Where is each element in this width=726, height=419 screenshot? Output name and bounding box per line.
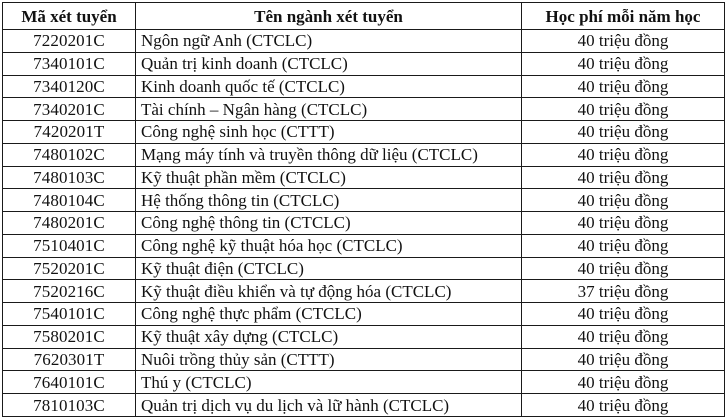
table-row <box>3 257 725 280</box>
tuition-fee-cell: 40 triệu đồng <box>522 189 725 212</box>
admission-code-cell: 7480201C <box>3 212 136 235</box>
tuition-fee-cell: 40 triệu đồng <box>522 98 725 121</box>
major-name-cell: Quản trị dịch vụ du lịch và lữ hành (CTCLC) <box>136 394 522 417</box>
tuition-fee-cell: 40 triệu đồng <box>522 394 725 417</box>
major-name-cell: Công nghệ thông tin (CTCLC) <box>136 212 522 235</box>
admission-code-cell: 7810103C <box>3 394 136 417</box>
tuition-fee-cell: 37 triệu đồng <box>522 280 725 303</box>
table-row <box>3 234 725 257</box>
tuition-fee-cell: 40 triệu đồng <box>522 143 725 166</box>
major-name-cell: Kỹ thuật xây dựng (CTCLC) <box>136 325 522 348</box>
table-row <box>3 348 725 371</box>
tuition-fee-cell: 40 triệu đồng <box>522 212 725 235</box>
major-name-cell: Quản trị kinh doanh (CTCLC) <box>136 52 522 75</box>
table-row <box>3 371 725 394</box>
table-row <box>3 212 725 235</box>
major-name-cell: Công nghệ kỹ thuật hóa học (CTCLC) <box>136 234 522 257</box>
major-name-cell: Ngôn ngữ Anh (CTCLC) <box>136 30 522 53</box>
admission-code-cell: 7480104C <box>3 189 136 212</box>
major-name-cell: Kỹ thuật phần mềm (CTCLC) <box>136 166 522 189</box>
table-row <box>3 75 725 98</box>
table-row <box>3 52 725 75</box>
tuition-table <box>2 2 725 417</box>
admission-code-cell: 7480103C <box>3 166 136 189</box>
table-row <box>3 98 725 121</box>
tuition-fee-cell: 40 triệu đồng <box>522 348 725 371</box>
header-admission-code: Mã xét tuyển <box>3 3 136 30</box>
major-name-cell: Kỹ thuật điện (CTCLC) <box>136 257 522 280</box>
major-name-cell: Tài chính – Ngân hàng (CTCLC) <box>136 98 522 121</box>
major-name-cell: Kỹ thuật điều khiển và tự động hóa (CTCLC) <box>136 280 522 303</box>
admission-code-cell: 7620301T <box>3 348 136 371</box>
tuition-fee-cell: 40 triệu đồng <box>522 30 725 53</box>
table-row <box>3 30 725 53</box>
table-row <box>3 280 725 303</box>
admission-code-cell: 7340101C <box>3 52 136 75</box>
admission-code-cell: 7520201C <box>3 257 136 280</box>
table-row <box>3 189 725 212</box>
table-row <box>3 394 725 417</box>
tuition-table-container <box>2 2 724 417</box>
major-name-cell: Mạng máy tính và truyền thông dữ liệu (CTCLC) <box>136 143 522 166</box>
admission-code-cell: 7580201C <box>3 325 136 348</box>
table-body <box>3 30 725 417</box>
tuition-fee-cell: 40 triệu đồng <box>522 52 725 75</box>
tuition-fee-cell: 40 triệu đồng <box>522 121 725 144</box>
admission-code-cell: 7540101C <box>3 303 136 326</box>
tuition-fee-cell: 40 triệu đồng <box>522 166 725 189</box>
admission-code-cell: 7420201T <box>3 121 136 144</box>
major-name-cell: Thú y (CTCLC) <box>136 371 522 394</box>
major-name-cell: Kinh doanh quốc tế (CTCLC) <box>136 75 522 98</box>
table-row <box>3 166 725 189</box>
table-row <box>3 303 725 326</box>
tuition-fee-cell: 40 triệu đồng <box>522 75 725 98</box>
admission-code-cell: 7340120C <box>3 75 136 98</box>
admission-code-cell: 7220201C <box>3 30 136 53</box>
tuition-fee-cell: 40 triệu đồng <box>522 371 725 394</box>
admission-code-cell: 7520216C <box>3 280 136 303</box>
header-row <box>3 3 725 30</box>
admission-code-cell: 7480102C <box>3 143 136 166</box>
header-annual-tuition: Học phí mỗi năm học <box>522 3 725 30</box>
tuition-fee-cell: 40 triệu đồng <box>522 257 725 280</box>
admission-code-cell: 7640101C <box>3 371 136 394</box>
table-row <box>3 143 725 166</box>
header-major-name: Tên ngành xét tuyển <box>136 3 522 30</box>
admission-code-cell: 7340201C <box>3 98 136 121</box>
tuition-fee-cell: 40 triệu đồng <box>522 234 725 257</box>
admission-code-cell: 7510401C <box>3 234 136 257</box>
major-name-cell: Hệ thống thông tin (CTCLC) <box>136 189 522 212</box>
major-name-cell: Nuôi trồng thủy sản (CTTT) <box>136 348 522 371</box>
table-row <box>3 325 725 348</box>
table-row <box>3 121 725 144</box>
tuition-fee-cell: 40 triệu đồng <box>522 303 725 326</box>
major-name-cell: Công nghệ thực phẩm (CTCLC) <box>136 303 522 326</box>
major-name-cell: Công nghệ sinh học (CTTT) <box>136 121 522 144</box>
tuition-fee-cell: 40 triệu đồng <box>522 325 725 348</box>
table-header <box>3 3 725 30</box>
